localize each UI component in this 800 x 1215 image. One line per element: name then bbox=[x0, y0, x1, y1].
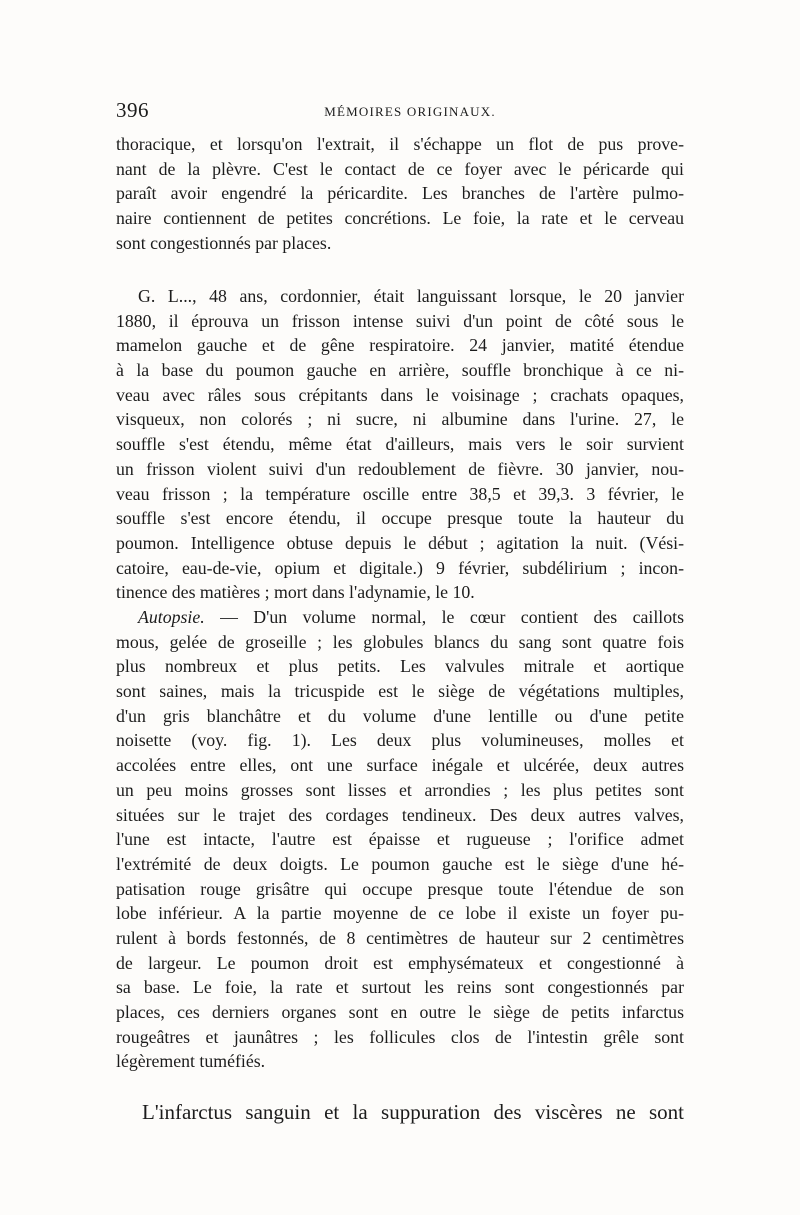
text-line: mamelon gauche et de gêne respiratoire. 24 janvier, matité étendue bbox=[116, 335, 684, 356]
text-line: L'infarctus sanguin et la suppuration des viscères ne sont bbox=[142, 1100, 684, 1124]
case-report-paragraph bbox=[116, 284, 684, 605]
text-line: thoracique, et lorsqu'on l'extrait, il s'échappe un flot de pus prove- bbox=[116, 134, 684, 154]
text-line: poumon. Intelligence obtuse depuis le début ; agitation la nuit. (Vési- bbox=[116, 532, 684, 553]
text-line: rougeâtres et jaunâtres ; les follicules clos de l'intestin grêle sont bbox=[116, 1026, 684, 1047]
text-line: sont congestionnés par places. bbox=[116, 232, 332, 253]
closing-paragraph bbox=[116, 1097, 684, 1127]
text-line: catoire, eau-de-vie, opium et digitale.) 9 février, subdélirium ; incon- bbox=[116, 557, 684, 578]
text-line: souffle s'est étendu, même état d'ailleurs, mais vers le soir survient bbox=[116, 434, 684, 455]
page-number: 396 bbox=[116, 98, 149, 122]
text-line: paraît avoir engendré la péricardite. Les branches de l'artère pulmo- bbox=[116, 183, 684, 204]
text-line: visqueux, non colorés ; ni sucre, ni albumine dans l'urine. 27, le bbox=[116, 409, 684, 430]
text-line: veau frisson ; la température oscille entre 38,5 et 39,3. 3 février, le bbox=[116, 483, 684, 504]
text-line: souffle s'est encore étendu, il occupe presque toute la hauteur du bbox=[116, 508, 684, 529]
text-line: patisation rouge grisâtre qui occupe presque toute l'étendue de son bbox=[116, 878, 684, 899]
text-line: à la base du poumon gauche en arrière, souffle bronchique à ce ni- bbox=[116, 360, 684, 381]
running-head: MÉMOIRES ORIGINAUX. bbox=[324, 104, 496, 119]
text-line: situées sur le trajet des cordages tendineux. Des deux autres valves, bbox=[116, 804, 684, 825]
text-line: sa base. Le foie, la rate et surtout les reins sont congestionnés par bbox=[116, 977, 684, 998]
text-line: 1880, il éprouva un frisson intense suivi d'un point de côté sous le bbox=[116, 310, 684, 331]
text-line: sont saines, mais la tricuspide est le siège de végétations multiples, bbox=[116, 681, 684, 702]
page-header bbox=[116, 98, 684, 128]
text-line: mous, gelée de groseille ; les globules blancs du sang sont quatre fois bbox=[116, 631, 684, 652]
text-line: légèrement tuméfiés. bbox=[116, 1051, 266, 1072]
text-line: naire contiennent de petites concrétions. Le foie, la rate et le cerveau bbox=[116, 208, 684, 229]
text-line: rulent à bords festonnés, de 8 centimètres de hauteur sur 2 centimètres bbox=[116, 927, 684, 948]
text-line: places, ces derniers organes sont en outre le siège de petits infarctus bbox=[116, 1002, 684, 1022]
text-line: l'une est intacte, l'autre est épaisse et rugueuse ; l'orifice admet bbox=[116, 829, 684, 850]
paragraph-continuation bbox=[116, 132, 684, 255]
text-line: noisette (voy. fig. 1). Les deux plus volumineuses, molles et bbox=[116, 730, 684, 751]
text-line bbox=[116, 605, 684, 630]
text-line: de largeur. Le poumon droit est emphysémateux et congestionné à bbox=[116, 952, 684, 973]
text-line: lobe inférieur. A la partie moyenne de ce lobe il existe un foyer pu- bbox=[116, 903, 684, 924]
text-line: plus nombreux et plus petits. Les valvules mitrale et aortique bbox=[116, 656, 684, 677]
text-line: tinence des matières ; mort dans l'adynamie, le 10. bbox=[116, 582, 475, 603]
text-line: G. L..., 48 ans, cordonnier, était languissant lorsque, le 20 janvier bbox=[138, 286, 684, 306]
text-line: d'un gris blanchâtre et du volume d'une lentille ou d'une petite bbox=[116, 705, 684, 726]
autopsy-paragraph bbox=[116, 605, 684, 1074]
autopsy-first-line: — D'un volume normal, le cœur contient des caillots bbox=[204, 607, 684, 627]
text-line: un frisson violent suivi d'un redoublement de fièvre. 30 janvier, nou- bbox=[116, 458, 684, 479]
autopsy-label: Autopsie. bbox=[138, 607, 205, 627]
text-line: un peu moins grosses sont lisses et arrondies ; les plus petites sont bbox=[116, 779, 684, 800]
text-line: nant de la plèvre. C'est le contact de ce foyer avec le péricarde qui bbox=[116, 158, 684, 179]
text-line: l'extrémité de deux doigts. Le poumon gauche est le siège d'une hé- bbox=[116, 853, 684, 874]
text-line: veau avec râles sous crépitants dans le voisinage ; crachats opaques, bbox=[116, 384, 684, 405]
text-line: accolées entre elles, ont une surface inégale et ulcérée, deux autres bbox=[116, 755, 684, 776]
